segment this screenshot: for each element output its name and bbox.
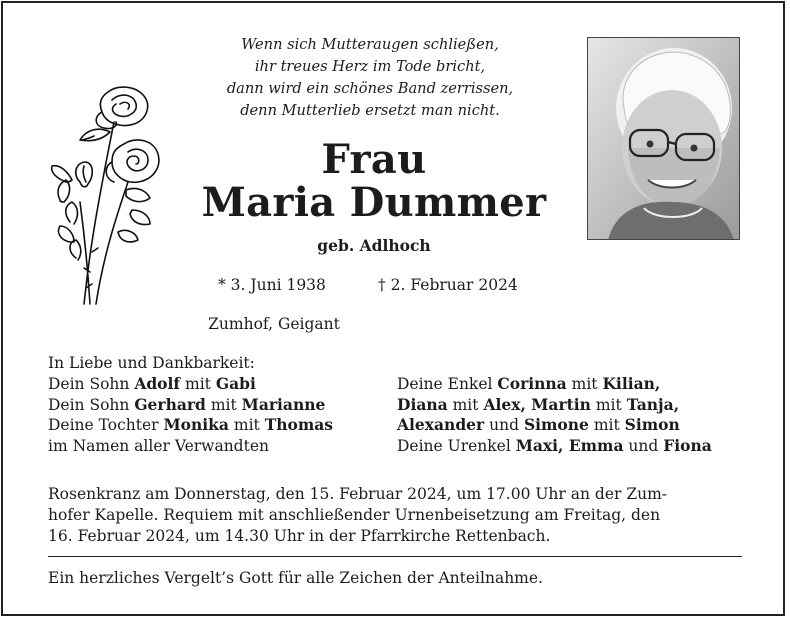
mourner-name: Kilian,: [602, 374, 661, 393]
mourner-name: Gabi: [215, 374, 256, 393]
mourner-name: Simone: [523, 415, 589, 435]
poem-line: denn Mutterlieb ersetzt man nicht.: [240, 102, 500, 119]
born-name: geb. Adlhoch: [317, 236, 431, 255]
mourner-relation-text: Deine Urenkel: [397, 437, 516, 456]
poem-line: dann wird ein schönes Band zerrissen,: [226, 80, 514, 97]
service-details: [48, 484, 742, 546]
mourner-relation-text: Dein Sohn: [48, 395, 135, 414]
mourner-name: Alex, Martin: [483, 394, 591, 414]
mourner-name: Marianne: [241, 394, 326, 414]
mourner-relation-text: mit: [566, 375, 603, 393]
mourner-name: Fiona: [663, 436, 712, 456]
death-date: † 2. Februar 2024: [378, 276, 518, 294]
mourner-line: [48, 395, 388, 416]
mourner-relation-text: mit: [590, 395, 627, 414]
thanks-line: Ein herzliches Vergelt’s Gott für alle Zeichen der Anteilnahme.: [48, 569, 543, 587]
dedication-heading: In Liebe und Dankbarkeit:: [48, 354, 255, 372]
mourner-relation-text: mit: [447, 395, 484, 414]
mourner-relation-text: im Namen aller Verwandten: [48, 437, 269, 456]
poem-line: ihr treues Herz im Tode bricht,: [254, 58, 486, 75]
birth-date: * 3. Juni 1938: [218, 276, 326, 294]
mourner-line: [48, 415, 388, 436]
mourner-relation-text: mit: [228, 416, 265, 435]
mourner-line: [397, 415, 747, 436]
mourner-line: [397, 436, 747, 457]
mourner-name: Maxi, Emma: [515, 436, 624, 456]
portrait-photo: [587, 37, 740, 240]
mourner-name: Diana: [397, 394, 448, 414]
service-line: hofer Kapelle. Requiem mit anschließender Urnenbeisetzung am Freitag, den: [48, 505, 661, 524]
mourners-right-column: [397, 374, 747, 457]
mourner-relation-text: Dein Sohn: [48, 375, 135, 393]
mourner-name: Alexander: [397, 415, 485, 435]
mourner-relation-text: und: [484, 416, 524, 435]
service-line: Rosenkranz am Donnerstag, den 15. Februar 2024, um 17.00 Uhr an der Zum-: [48, 485, 668, 503]
mourner-name: Adolf: [134, 374, 181, 393]
service-line: 16. Februar 2024, um 14.30 Uhr in der Pfarrkirche Rettenbach.: [48, 526, 551, 545]
mourner-line: [48, 374, 388, 395]
mourner-relation-text: und: [623, 437, 664, 456]
divider: [48, 556, 742, 557]
mourner-name: Corinna: [497, 374, 567, 393]
mourner-relation-text: mit: [588, 416, 625, 435]
poem-line: Wenn sich Mutteraugen schließen,: [241, 36, 499, 53]
mourner-name: Simon: [624, 415, 680, 435]
mourner-name: Gerhard: [134, 394, 206, 414]
mourner-relation-text: mit: [180, 375, 216, 393]
mourner-relation-text: Deine Tochter: [48, 416, 164, 435]
mourner-line: [397, 374, 747, 395]
mourner-line: [397, 395, 747, 416]
mourner-line: [48, 436, 388, 457]
mourner-relation-text: Deine Enkel: [397, 375, 498, 393]
mourner-name: Thomas: [264, 415, 334, 435]
salutation: Frau: [321, 136, 427, 183]
mourners-left-column: [48, 374, 388, 457]
mourner-relation-text: mit: [205, 395, 242, 414]
mourner-name: Tanja,: [626, 394, 680, 414]
home-place: Zumhof, Geigant: [208, 315, 340, 333]
deceased-name: Maria Dummer: [201, 179, 547, 226]
mourner-name: Monika: [163, 415, 229, 435]
